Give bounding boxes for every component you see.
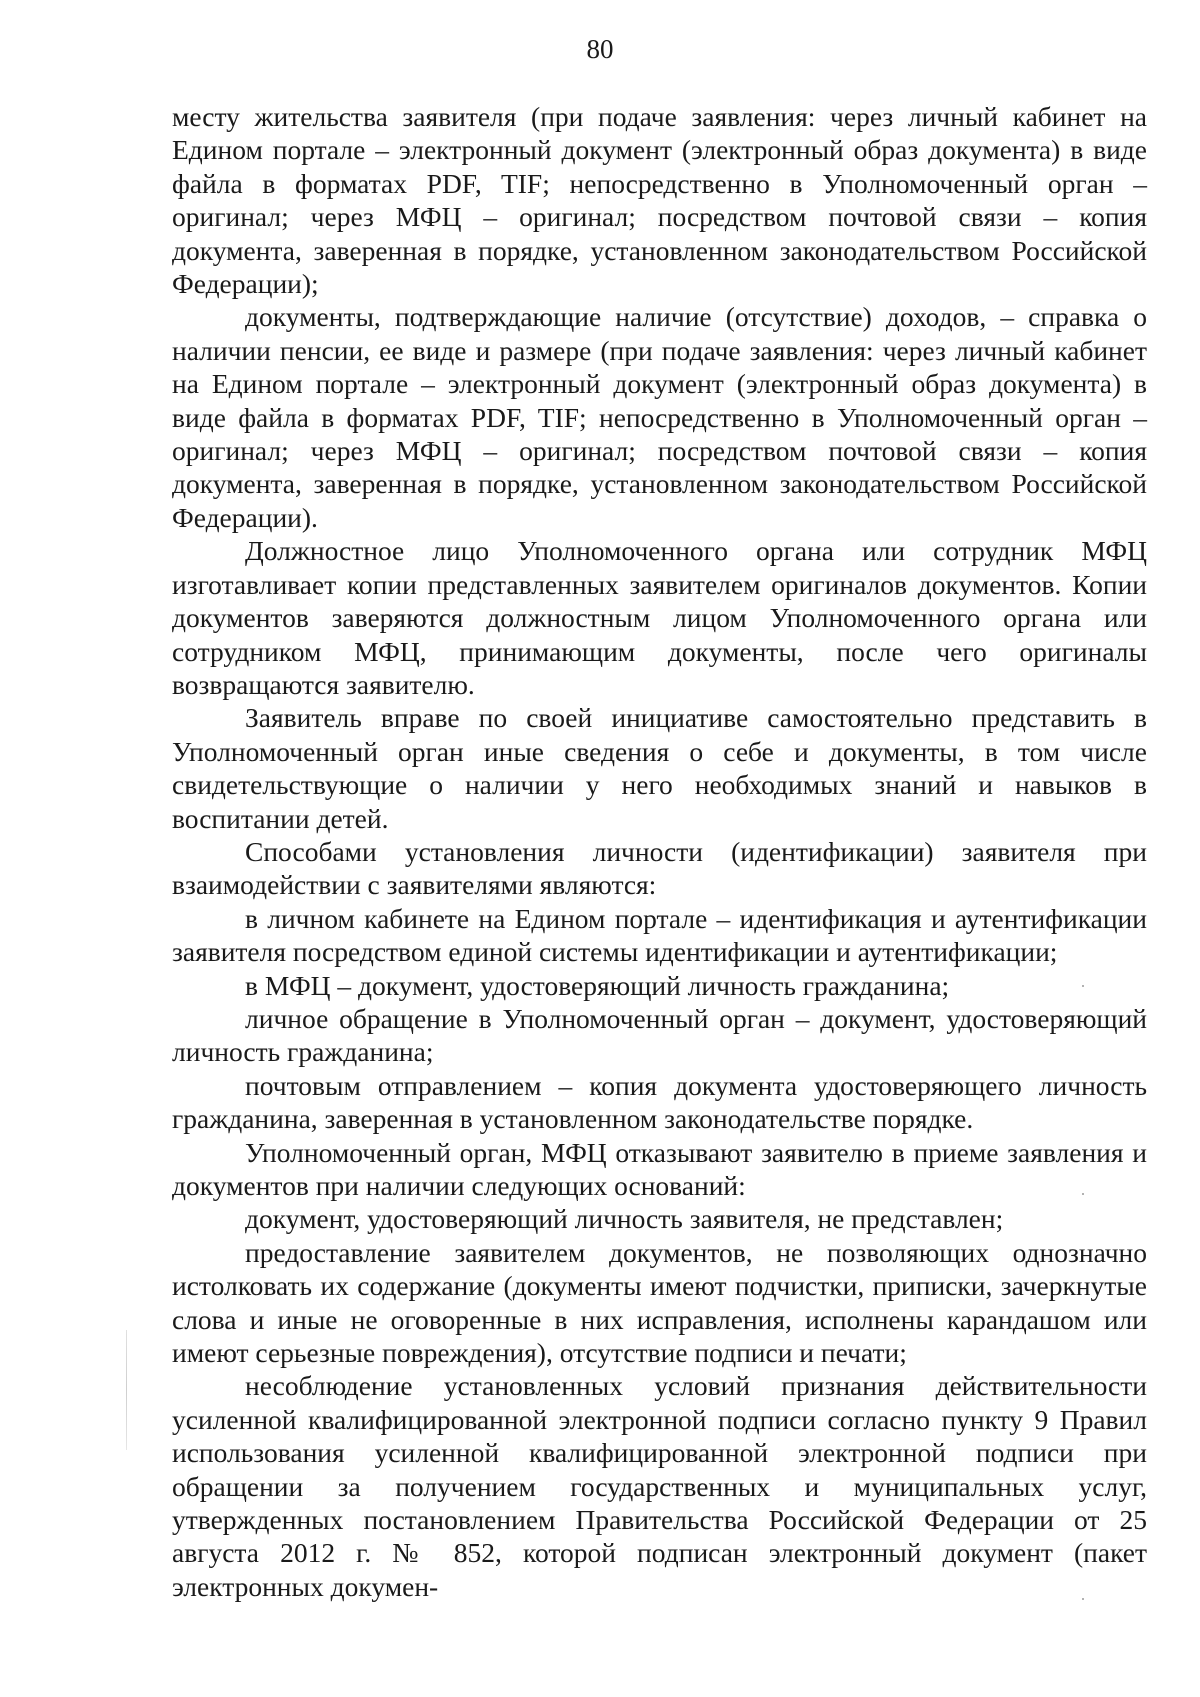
scan-speck: [1082, 1193, 1084, 1195]
paragraph-11: документ, удостоверяющий личность заявителя, не представлен;: [245, 1203, 1004, 1235]
page-number: 80: [586, 34, 614, 64]
paragraph-4: Заявитель вправе по своей инициативе самостоятельно представить в Уполномоченный орган иные сведения о себе и документы, в том числе свидетельствующие о наличии у него необходимых знаний и навыков в воспитании детей.: [172, 702, 1147, 834]
paragraph-10: Уполномоченный орган, МФЦ отказывают заявителю в приеме заявления и документов при наличии следующих оснований:: [172, 1136, 1147, 1201]
paragraph-9: почтовым отправлением – копия документа удостоверяющего личность гражданина, заверенная в установленном законодательстве порядке.: [172, 1069, 1147, 1135]
paragraph-5: Способами установления личности (идентификации) заявителя при взаимодействии с заявителями являются:: [172, 835, 1147, 901]
scan-speck: [1082, 985, 1084, 987]
scan-speck: [1082, 1598, 1084, 1600]
paragraph-1: месту жительства заявителя (при подаче заявления: через личный кабинет на Едином портале – электронный документ (электронный образ документа) в виде файла в форматах PDF, TIF; непосредственно в Уполномоченный орган – оригинал; через МФЦ – оригинал; посредством почтовой связи – копия документа, заверенная в порядке, установленном законодательством Российской Федерации);: [172, 101, 1147, 300]
paragraph-7: в МФЦ – документ, удостоверяющий личность гражданина;: [245, 969, 950, 1001]
paragraph-12: предоставление заявителем документов, не позволяющих однозначно истолковать их содержание (документы имеют подчистки, приписки, зачеркнутые слова и иные не оговоренные в них исправления, исполнены карандашом или имеют серьезные повреждения), отсутствие подписи и печати;: [172, 1236, 1147, 1369]
paragraph-8: личное обращение в Уполномоченный орган – документ, удостоверяющий личность гражданина;: [172, 1002, 1147, 1068]
document-body: [172, 100, 1147, 1603]
paragraph-6: в личном кабинете на Едином портале – идентификация и аутентификации заявителя посредством единой системы идентификации и аутентификации;: [172, 902, 1147, 968]
paragraph-2: документы, подтверждающие наличие (отсутствие) доходов, – справка о наличии пенсии, ее виде и размере (при подаче заявления: через личный кабинет на Едином портале – электронный документ (электронный образ документа) в виде файла в форматах PDF, TIF; непосредственно в Уполномоченный орган – оригинал; через МФЦ – оригинал; посредством почтовой связи – копия документа, заверенная в порядке, установленном законодательством Российской Федерации).: [172, 301, 1147, 533]
paragraph-3: Должностное лицо Уполномоченного органа или сотрудник МФЦ изготавливает копии представленных заявителем оригиналов документов. Копии документов заверяются должностным лицом Уполномоченного органа или сотрудником МФЦ, принимающим документы, после чего оригиналы возвращаются заявителю.: [172, 535, 1147, 700]
scan-artifact: [126, 1330, 127, 1450]
paragraph-13: несоблюдение установленных условий признания действительности усиленной квалифицированной электронной подписи согласно пункту 9 Правил использования усиленной квалифицированной электронной подписи при обращении за получением государственных и муниципальных услуг, утвержденных постановлением Правительства Российской Федерации от 25 августа 2012 г. № 852, которой подписан электронный документ (пакет электронных докумен-: [172, 1370, 1147, 1602]
